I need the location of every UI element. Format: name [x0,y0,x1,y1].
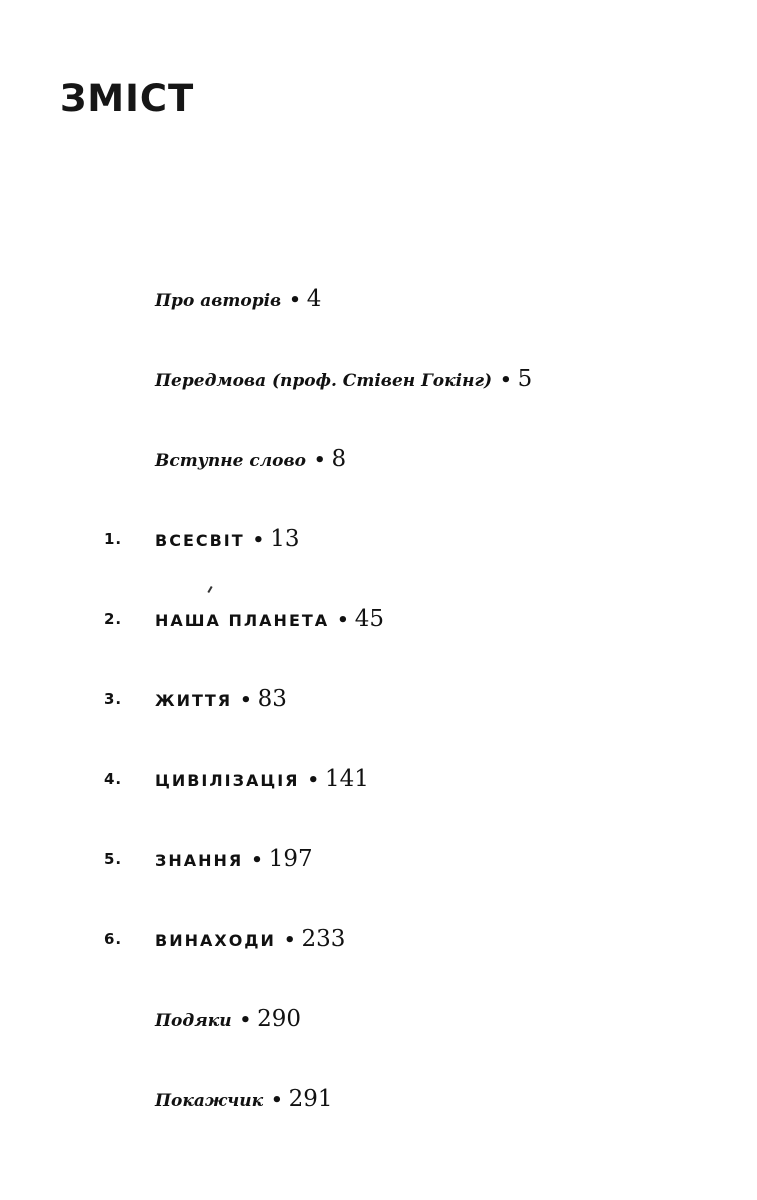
entry-title: ЗНАННЯ [155,851,244,870]
entry-number: 1. [104,530,123,548]
entry-page-number: 4 [306,286,322,312]
entry-page-number: 13 [270,526,300,552]
entry-page-number: 233 [301,926,346,952]
entry-page-number: 5 [517,366,533,392]
entry-number: 4. [104,770,123,788]
entry-title: НАША ПЛАНЕТА [155,611,330,630]
entry-page-number: 83 [257,686,287,712]
bullet-separator: • [240,690,252,711]
entry-title: Вступне слово [155,451,306,471]
toc-entry-introduction[interactable] [0,432,757,472]
entry-page-number: 45 [354,606,384,632]
toc-entry-chapter-2[interactable] [0,592,757,632]
entry-title: Передмова (проф. Стівен Гокінг) [155,371,493,391]
entry-number: 2. [104,610,123,628]
entry-title: ЖИТТЯ [155,691,233,710]
toc-entry-chapter-5[interactable] [0,832,757,872]
bullet-separator: • [337,610,349,631]
entry-title: ВСЕСВІТ [155,531,245,550]
entry-title: Покажчик [155,1091,264,1111]
entry-page-number: 291 [288,1086,333,1112]
page-title: ЗМІСТ [60,77,195,120]
toc-entry-chapter-4[interactable] [0,752,757,792]
bullet-separator: • [500,370,512,391]
toc-entry-chapter-1[interactable] [0,512,757,552]
entry-title: ЦИВІЛІЗАЦІЯ [155,771,300,790]
bullet-separator: • [307,770,320,791]
entry-page-number: 8 [331,446,347,472]
entry-page-number: 197 [268,846,313,872]
toc-entry-about-authors[interactable] [0,272,757,312]
entry-page-number: 141 [325,766,369,792]
entry-number: 5. [104,850,123,868]
bullet-separator: • [271,1090,283,1111]
bullet-separator: • [239,1010,252,1031]
bullet-separator: • [283,930,296,951]
entry-number: 6. [104,930,123,948]
bullet-separator: • [252,530,265,551]
toc-entry-chapter-3[interactable] [0,672,757,712]
entry-title: ВИНАХОДИ [155,931,276,950]
entry-number: 3. [104,690,123,708]
entry-title: Про авторів [155,291,282,311]
toc-entry-chapter-6[interactable] [0,912,757,952]
toc-entry-acknowledgements[interactable] [0,992,757,1032]
toc-entry-index[interactable] [0,1072,757,1112]
bullet-separator: • [251,850,263,871]
bullet-separator: • [314,450,326,471]
bullet-separator: • [289,290,301,311]
entry-page-number: 290 [257,1006,302,1032]
toc-entry-foreword[interactable] [0,352,757,392]
entry-title: Подяки [155,1011,232,1031]
